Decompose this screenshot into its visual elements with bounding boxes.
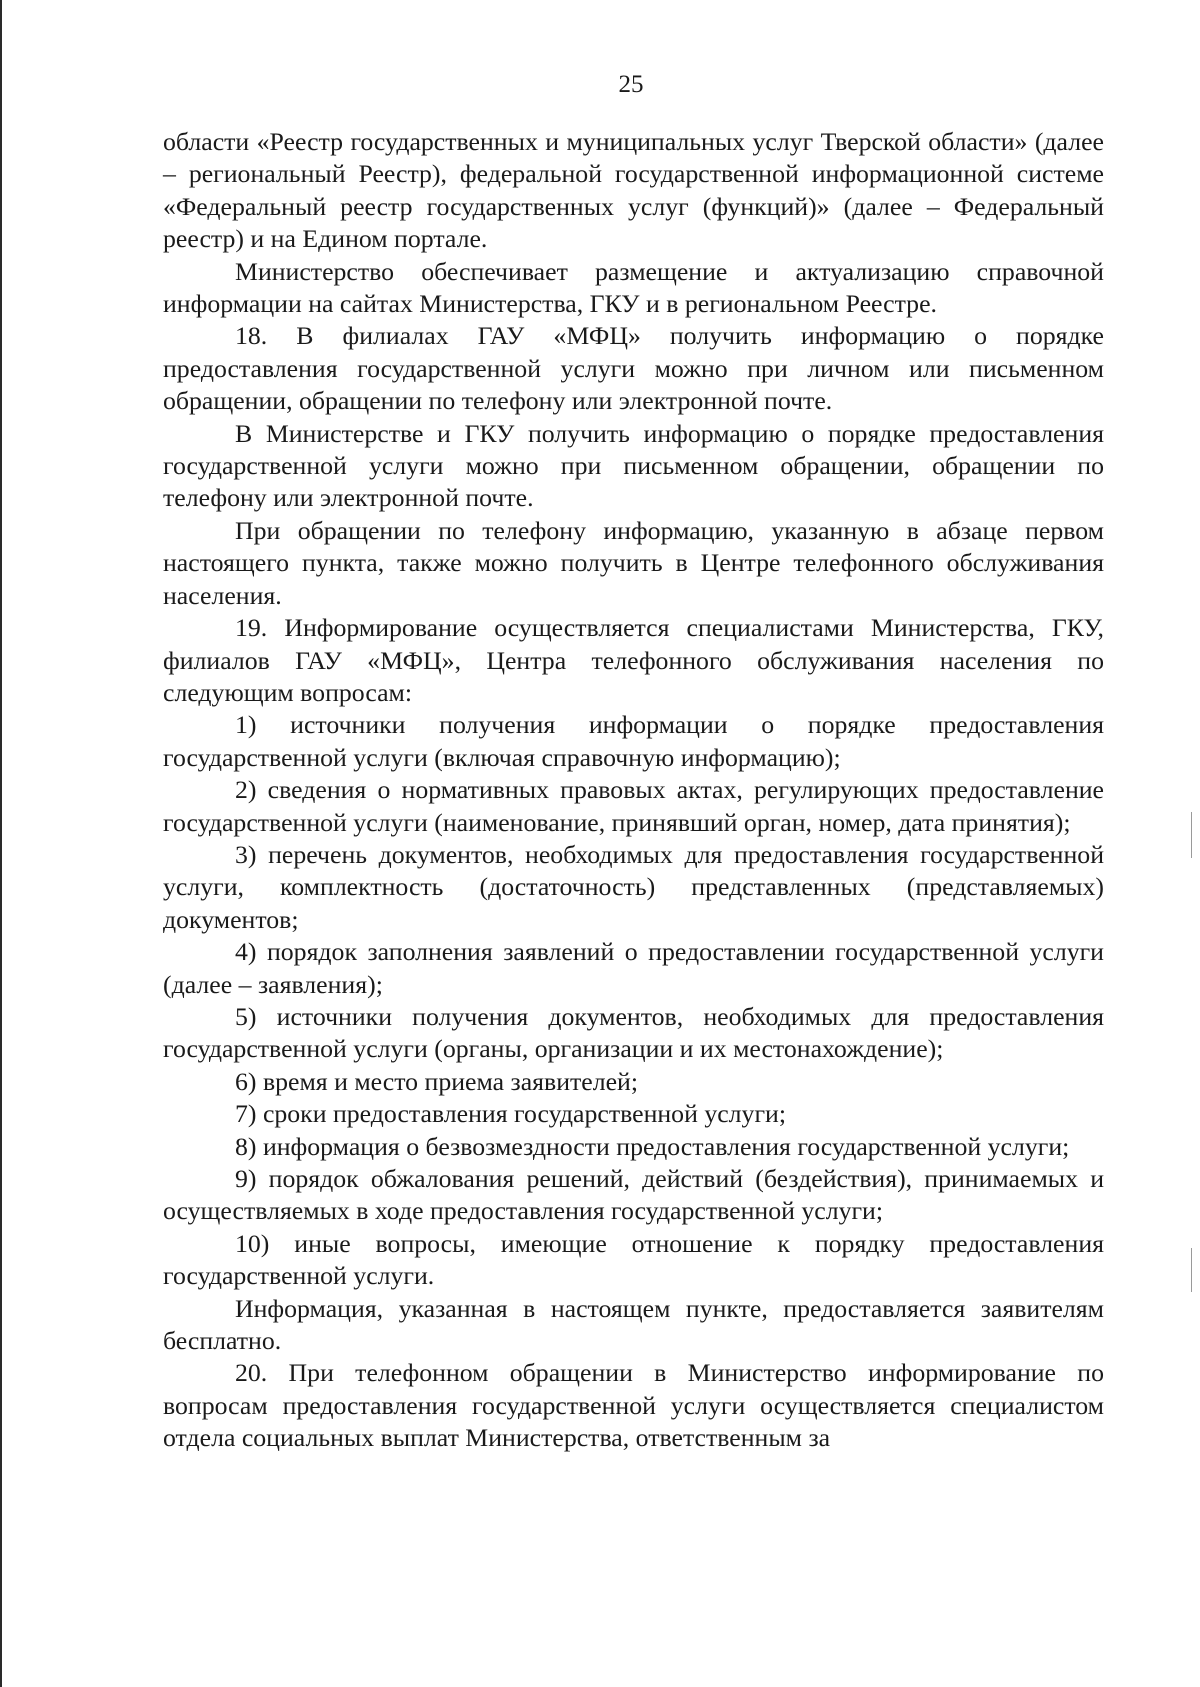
paragraph: Министерство обеспечивает размещение и актуализацию справочной информации на сайтах Министерства, ГКУ и в региональном Реестре.: [163, 256, 1104, 319]
list-item: 1) источники получения информации о порядке предоставления государственной услуги (включая справочную информацию);: [163, 710, 1104, 772]
paragraph: В Министерстве и ГКУ получить информацию о порядке предоставления государственной услуги можно при письменном обращении, обращении по телефону или электронной почте.: [163, 418, 1104, 513]
page-number: 25: [618, 71, 644, 98]
paragraph: Информация, указанная в настоящем пункте, предоставляется заявителям бесплатно.: [163, 1293, 1104, 1356]
list-item: 8) информация о безвозмездности предоставления государственной услуги;: [235, 1131, 1070, 1161]
list-item: 4) порядок заполнения заявлений о предоставлении государственной услуги (далее – заявления);: [163, 937, 1104, 999]
paragraph-item-18: 18. В филиалах ГАУ «МФЦ» получить информацию о порядке предоставления государственной услуги можно при личном или письменном обращении, обращении по телефону или электронной почте.: [163, 321, 1104, 416]
scan-artifact: [1191, 1248, 1192, 1292]
paragraph-continuation: области «Реестр государственных и муниципальных услуг Тверской области» (далее – региональный Реестр), федеральной государственной информационной системе «Федеральный реестр государственных услуг (функций)» (далее – Федеральный реестр) и на Едином портале.: [163, 127, 1104, 254]
list-item: 5) источники получения документов, необходимых для предоставления государственной услуги (органы, организации и их местонахождение);: [163, 1001, 1104, 1064]
list-item: 7) сроки предоставления государственной услуги;: [235, 1099, 787, 1129]
document-body: [163, 126, 1104, 1455]
list-item: 6) время и место приема заявителей;: [235, 1066, 639, 1096]
paragraph-item-19: 19. Информирование осуществляется специалистами Министерства, ГКУ, филиалов ГАУ «МФЦ», Центра телефонного обслуживания населения по следующим вопросам:: [163, 613, 1104, 707]
list-item: 2) сведения о нормативных правовых актах, регулирующих предоставление государственной услуги (наименование, принявший орган, номер, дата принятия);: [163, 775, 1104, 837]
list-item: 10) иные вопросы, имеющие отношение к порядку предоставления государственной услуги.: [163, 1228, 1104, 1291]
paragraph: При обращении по телефону информацию, указанную в абзаце первом настоящего пункта, также можно получить в Центре телефонного обслуживания населения.: [163, 515, 1104, 610]
scan-artifact: [1191, 812, 1192, 858]
paragraph-item-20: 20. При телефонном обращении в Министерство информирование по вопросам предоставления государственной услуги осуществляется специалистом отдела социальных выплат Министерства, ответственным за: [163, 1358, 1104, 1453]
scan-left-edge: [0, 0, 2, 1687]
list-item: 9) порядок обжалования решений, действий (бездействия), принимаемых и осуществляемых в ходе предоставления государственной услуги;: [163, 1164, 1104, 1226]
list-item: 3) перечень документов, необходимых для предоставления государственной услуги, комплектность (достаточность) представленных (представляемых) документов;: [163, 839, 1104, 934]
